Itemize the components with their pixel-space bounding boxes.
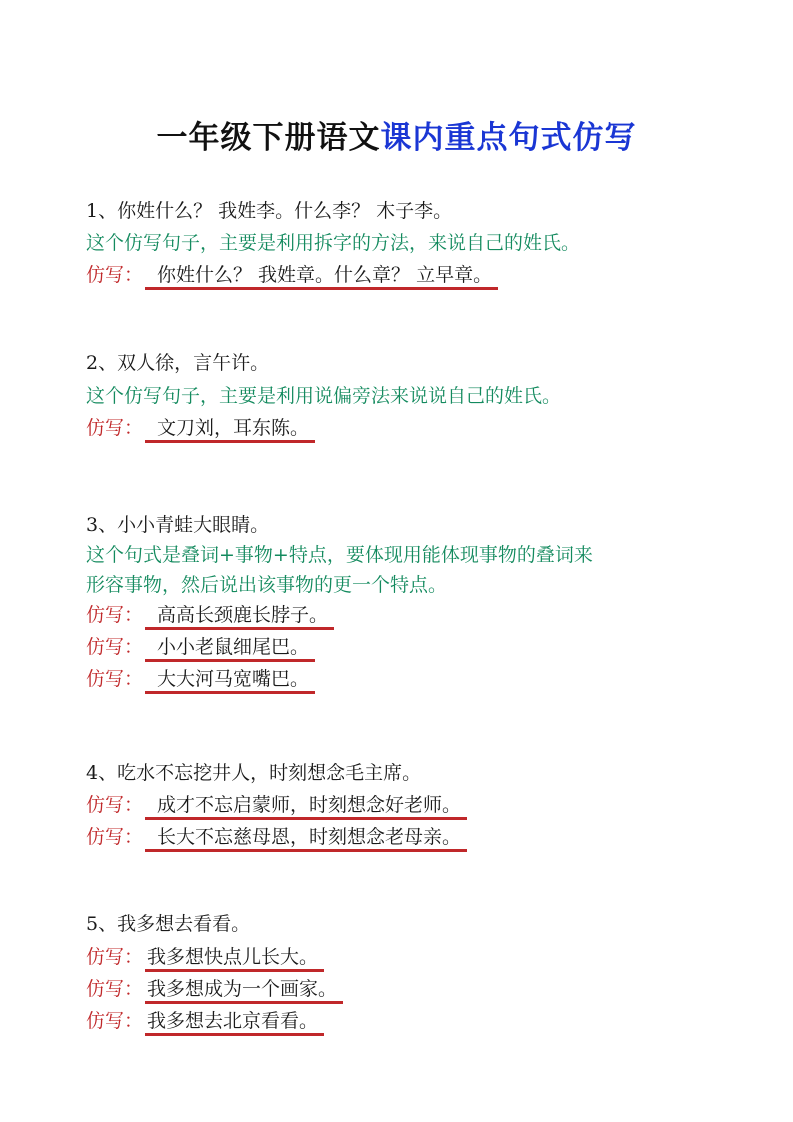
imitation-answer: 文刀刘，耳东陈。	[145, 416, 315, 443]
imitation-prefix: 仿写：	[86, 826, 144, 848]
section-3-note-2: 形容事物，然后说出该事物的更一个特点。	[86, 574, 448, 596]
section-4-question: 4、吃水不忘挖井人，时刻想念毛主席。	[86, 762, 422, 784]
imitation-prefix: 仿写：	[86, 978, 144, 1000]
imitation-answer: 高高长颈鹿长脖子。	[145, 603, 334, 630]
section-5-imitation-1	[86, 944, 324, 972]
imitation-answer: 小小老鼠细尾巴。	[145, 635, 315, 662]
section-3-imitation-1	[86, 602, 334, 630]
imitation-answer: 我多想快点儿长大。	[145, 945, 324, 972]
section-2-imitation-1	[86, 415, 315, 443]
section-2-question: 2、双人徐，言午许。	[86, 352, 270, 374]
page-title-part2: 课内重点句式仿写	[380, 120, 637, 156]
page-title-part1: 一年级下册语文	[156, 120, 381, 156]
section-5-imitation-3	[86, 1008, 324, 1036]
section-3-note-1: 这个句式是叠词+事物+特点，要体现用能体现事物的叠词来	[86, 544, 593, 566]
section-5-question: 5、我多想去看看。	[86, 913, 251, 935]
section-2-note: 这个仿写句子，主要是利用说偏旁法来说说自己的姓氏。	[86, 385, 562, 407]
imitation-prefix: 仿写：	[86, 794, 144, 816]
imitation-answer: 我多想成为一个画家。	[145, 977, 343, 1004]
imitation-prefix: 仿写：	[86, 417, 144, 439]
section-4-imitation-2	[86, 824, 467, 852]
section-3-question: 3、小小青蛙大眼睛。	[86, 514, 270, 536]
section-1-question: 1、你姓什么？ 我姓李。什么李？ 木子李。	[86, 200, 453, 222]
imitation-prefix: 仿写：	[86, 668, 144, 690]
imitation-prefix: 仿写：	[86, 946, 144, 968]
section-3-imitation-2	[86, 634, 315, 662]
imitation-answer: 大大河马宽嘴巴。	[145, 667, 315, 694]
imitation-answer: 我多想去北京看看。	[145, 1009, 324, 1036]
imitation-prefix: 仿写：	[86, 604, 144, 626]
section-1-note: 这个仿写句子，主要是利用拆字的方法，来说自己的姓氏。	[86, 232, 581, 254]
section-3-imitation-3	[86, 666, 315, 694]
section-1-imitation-1	[86, 262, 498, 290]
imitation-prefix: 仿写：	[86, 1010, 144, 1032]
section-4-imitation-1	[86, 792, 467, 820]
imitation-answer: 成才不忘启蒙师，时刻想念好老师。	[145, 793, 467, 820]
imitation-answer: 你姓什么？ 我姓章。什么章？ 立早章。	[145, 263, 498, 290]
section-5-imitation-2	[86, 976, 343, 1004]
imitation-answer: 长大不忘慈母恩，时刻想念老母亲。	[145, 825, 467, 852]
page-title	[0, 112, 793, 157]
imitation-prefix: 仿写：	[86, 636, 144, 658]
imitation-prefix: 仿写：	[86, 264, 144, 286]
